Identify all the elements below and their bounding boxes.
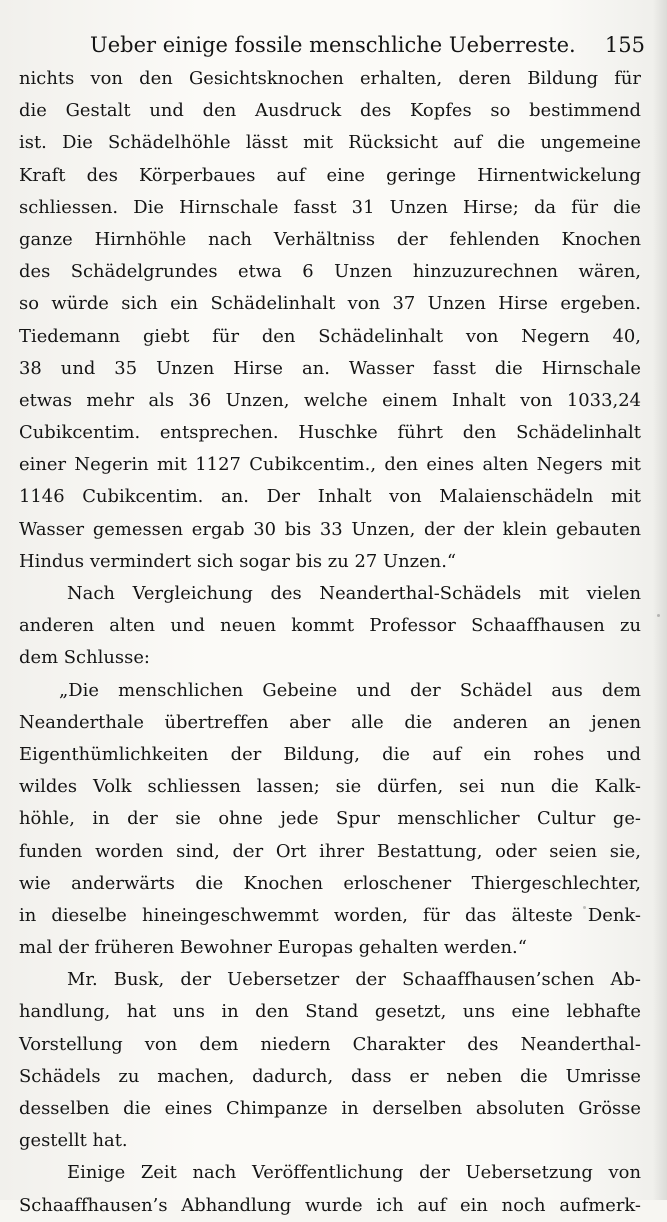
- text-line: ganze Hirnhöhle nach Verhältniss der fehlenden Knochen: [19, 228, 641, 250]
- text-line: anderen alten und neuen kommt Professor Schaaffhausen zu: [19, 615, 641, 637]
- paper-speck: [583, 906, 586, 909]
- quotation-line: Neanderthale übertreffen aber alle die anderen an jenen: [19, 711, 641, 733]
- text-line: Wasser gemessen ergab 30 bis 33 Unzen, der der klein gebauten: [19, 518, 641, 540]
- text-line: Schädels zu machen, dadurch, dass er neben die Umrisse: [19, 1065, 641, 1087]
- page-number: 155: [604, 33, 645, 57]
- text-line: schliessen. Die Hirnschale fasst 31 Unzen Hirse; da für die: [19, 196, 641, 218]
- running-title: Ueber einige fossile menschliche Ueberreste.: [90, 33, 576, 57]
- text-line: so würde sich ein Schädelinhalt von 37 Unzen Hirse ergeben.: [19, 293, 641, 315]
- quotation-line: wildes Volk schliessen lassen; sie dürfen, sei nun die Kalk-: [19, 776, 641, 798]
- text-line: Cubikcentim. entsprechen. Huschke führt den Schädelinhalt: [19, 422, 641, 444]
- text-line: nichts von den Gesichtsknochen erhalten, deren Bildung für: [19, 68, 641, 89]
- text-line: Vorstellung von dem niedern Charakter des Neanderthal-: [19, 1033, 641, 1055]
- text-line: ist. Die Schädelhöhle lässt mit Rücksicht auf die ungemeine: [19, 132, 641, 154]
- text-line: Tiedemann giebt für den Schädelinhalt von Negern 40,: [19, 325, 641, 347]
- text-line: des Schädelgrundes etwa 6 Unzen hinzuzurechnen wären,: [19, 261, 641, 283]
- paragraph-first-line: Nach Vergleichung des Neanderthal-Schädels mit vielen: [67, 583, 641, 604]
- paper-speck: [622, 531, 625, 534]
- text-line: 38 und 35 Unzen Hirse an. Wasser fasst die Hirnschale: [19, 357, 641, 379]
- text-line: einer Negerin mit 1127 Cubikcentim., den eines alten Negers mit: [19, 454, 641, 476]
- text-line: Kraft des Körperbaues auf eine geringe Hirnentwickelung: [19, 164, 641, 186]
- paragraph-last-line: gestellt hat.: [19, 1130, 128, 1152]
- text-line: desselben die eines Chimpanze in derselben absoluten Grösse: [19, 1098, 641, 1119]
- paragraph-last-line: Hindus vermindert sich sogar bis zu 27 Unzen.“: [19, 550, 457, 572]
- quotation-line: funden worden sind, der Ort ihrer Bestattung, oder seien sie,: [19, 840, 641, 862]
- paragraph-first-line: Mr. Busk, der Uebersetzer der Schaaffhausen’schen Ab-: [67, 969, 641, 991]
- quotation-first-line: „Die menschlichen Gebeine und der Schädel aus dem: [59, 679, 641, 701]
- quotation-line: höhle, in der sie ohne jede Spur menschlicher Cultur ge-: [19, 808, 641, 830]
- quotation-line: in dieselbe hineingeschwemmt worden, für das älteste Denk-: [19, 904, 641, 926]
- text-line: 1146 Cubikcentim. an. Der Inhalt von Malaienschädeln mit: [19, 486, 641, 508]
- page-edge-shadow: [653, 0, 667, 1200]
- text-line: Schaaffhausen’s Abhandlung wurde ich auf ein noch aufmerk-: [19, 1194, 641, 1216]
- text-line: die Gestalt und den Ausdruck des Kopfes so bestimmend: [19, 100, 641, 122]
- paragraph-first-line: Einige Zeit nach Veröffentlichung der Uebersetzung von: [67, 1162, 641, 1184]
- paragraph-last-line: dem Schlusse:: [19, 647, 150, 669]
- quotation-last-line: mal der früheren Bewohner Europas gehalten werden.“: [19, 937, 527, 959]
- page-body-text: [19, 63, 641, 1222]
- quotation-line: wie anderwärts die Knochen erloschener Thiergeschlechter,: [19, 872, 641, 894]
- paper-speck: [657, 614, 660, 617]
- text-line: handlung, hat uns in den Stand gesetzt, uns eine lebhafte: [19, 1001, 641, 1023]
- running-header: [90, 25, 645, 65]
- quotation-line: Eigenthümlichkeiten der Bildung, die auf ein rohes und: [19, 743, 641, 765]
- text-line: etwas mehr als 36 Unzen, welche einem Inhalt von 1033,24: [19, 389, 641, 411]
